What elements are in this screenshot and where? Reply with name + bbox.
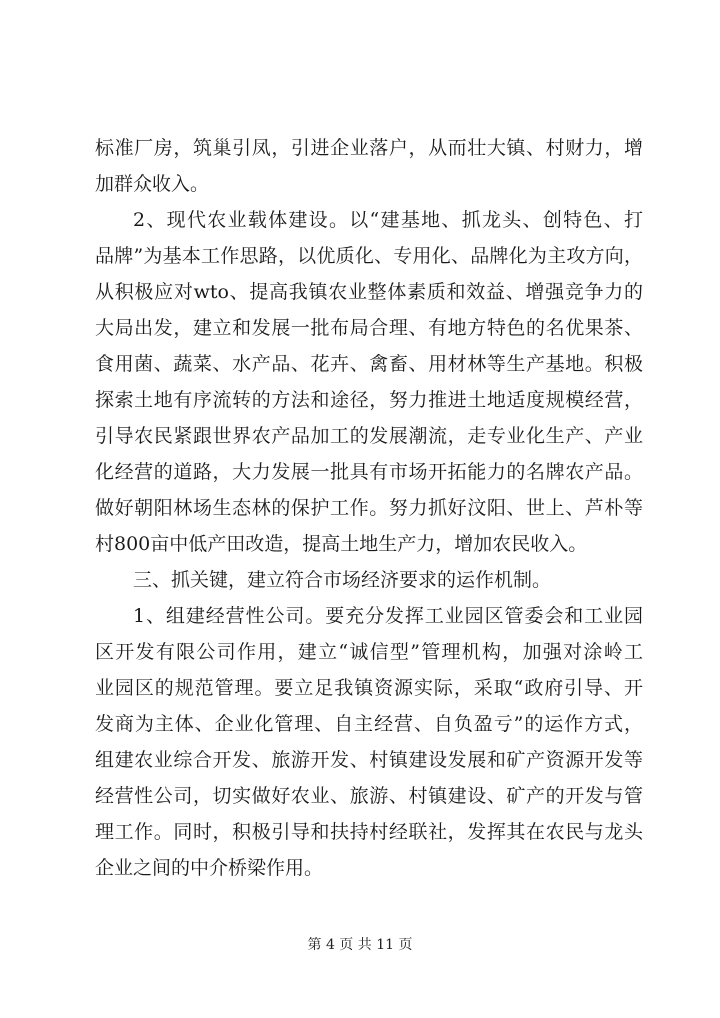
text-line: 区开发有限公司作用，建立“诚信型”管理机构，加强对涂岭工 bbox=[95, 641, 643, 663]
text-line: 做好朝阳林场生态林的保护工作。努力抓好汶阳、世上、芦朴等 bbox=[95, 497, 643, 519]
text-line: 业园区的规范管理。要立足我镇资源实际，采取“政府引导、开 bbox=[95, 677, 643, 699]
text-line: 大局出发，建立和发展一批布局合理、有地方特色的名优果茶、 bbox=[95, 317, 643, 339]
text-line: 发商为主体、企业化管理、自主经营、自负盈亏”的运作方式， bbox=[95, 713, 643, 735]
text-line: 品牌”为基本工作思路，以优质化、专用化、品牌化为主攻方向， bbox=[95, 245, 643, 267]
text-line: 探索土地有序流转的方法和途径，努力推进土地适度规模经营， bbox=[95, 389, 643, 411]
text-line: 组建农业综合开发、旅游开发、村镇建设发展和矿产资源开发等 bbox=[95, 749, 643, 771]
text-line: 村800亩中低产田改造，提高土地生产力，增加农民收入。 bbox=[95, 533, 588, 555]
text-line: 食用菌、蔬菜、水产品、花卉、禽畜、用材林等生产基地。积极 bbox=[95, 353, 643, 375]
page-number-footer: 第 4 页 共 11 页 bbox=[307, 937, 413, 953]
text-line: 理工作。同时，积极引导和扶持村经联社，发挥其在农民与龙头 bbox=[95, 821, 643, 843]
text-line: 三、抓关键，建立符合市场经济要求的运作机制。 bbox=[133, 569, 552, 591]
text-line: 2、现代农业载体建设。以“建基地、抓龙头、创特色、打 bbox=[133, 209, 643, 231]
text-line: 加群众收入。 bbox=[95, 173, 210, 195]
text-line: 企业之间的中介桥梁作用。 bbox=[95, 857, 324, 879]
text-line: 1、组建经营性公司。要充分发挥工业园区管委会和工业园 bbox=[133, 605, 643, 627]
text-line: 从积极应对wto、提高我镇农业整体素质和效益、增强竞争力的 bbox=[95, 281, 643, 303]
text-line: 引导农民紧跟世界农产品加工的发展潮流，走专业化生产、产业 bbox=[95, 425, 643, 447]
text-line: 化经营的道路，大力发展一批具有市场开拓能力的名牌农产品。 bbox=[95, 461, 643, 483]
text-line: 标准厂房，筑巢引凤，引进企业落户，从而壮大镇、村财力，增 bbox=[95, 137, 643, 159]
document-body bbox=[95, 130, 643, 886]
text-line: 经营性公司，切实做好农业、旅游、村镇建设、矿产的开发与管 bbox=[95, 785, 643, 807]
